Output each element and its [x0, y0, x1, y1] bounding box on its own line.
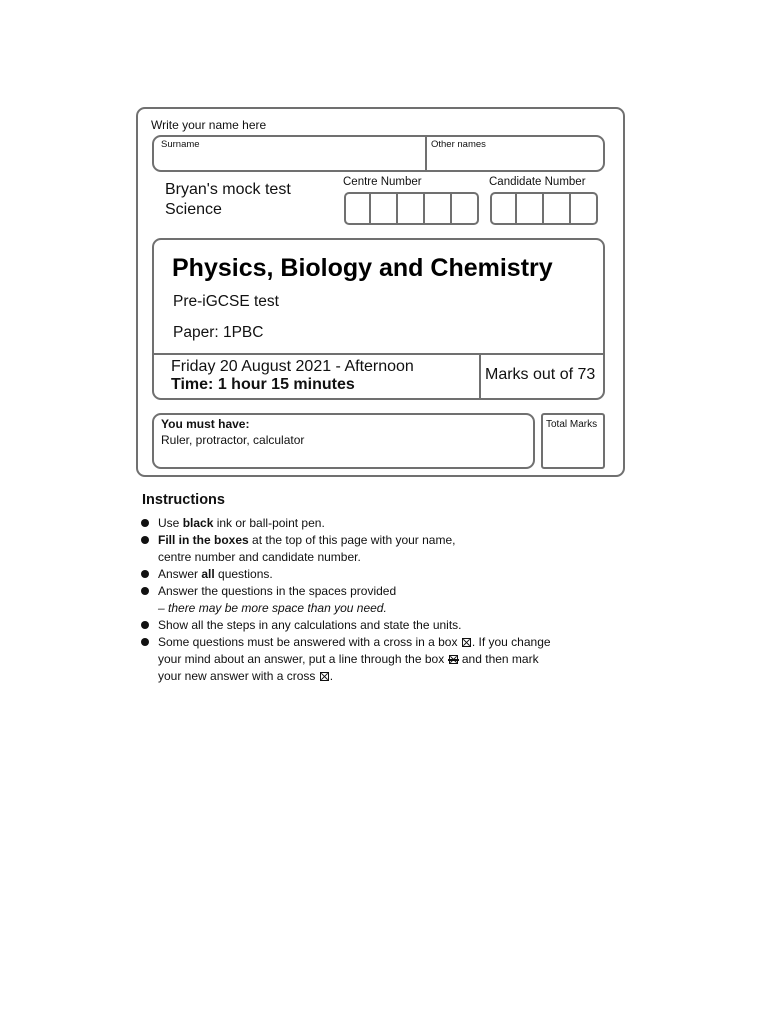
instruction-item: Fill in the boxes at the top of this page with your name, centre number and candidate number. [140, 532, 600, 566]
name-field-box[interactable] [152, 135, 605, 172]
candidate-digit-box[interactable] [517, 192, 544, 225]
exam-subtitle: Pre-iGCSE test [173, 293, 279, 310]
must-have-items: Ruler, protractor, calculator [161, 433, 305, 447]
exam-duration: Time: 1 hour 15 minutes [171, 376, 355, 393]
surname-label: Surname [161, 139, 200, 150]
must-have-title: You must have: [161, 417, 250, 431]
bullet-icon [141, 638, 149, 646]
marks-total: Marks out of 73 [485, 366, 596, 383]
struck-crossed-box-icon [449, 655, 458, 664]
bullet-icon [141, 536, 149, 544]
custom-test-name: Bryan's mock test [165, 181, 291, 198]
crossed-box-icon [320, 672, 329, 681]
exam-title: Physics, Biology and Chemistry [172, 254, 553, 282]
bullet-icon [141, 519, 149, 527]
bullet-icon [141, 570, 149, 578]
write-name-heading: Write your name here [151, 118, 267, 132]
centre-digit-box[interactable] [452, 192, 479, 225]
marks-divider [479, 354, 481, 398]
instruction-item: Some questions must be answered with a cross in a box . If you change your mind about an answer, put a line through the box and then mark your new answer with a cross . [140, 634, 600, 685]
instructions-list [140, 515, 600, 685]
total-marks-label: Total Marks [546, 419, 598, 430]
candidate-digit-box[interactable] [544, 192, 571, 225]
instruction-item: Answer the questions in the spaces provided – there may be more space than you need. [140, 583, 600, 617]
bullet-icon [141, 587, 149, 595]
name-field-divider [425, 137, 427, 170]
centre-digit-box[interactable] [344, 192, 371, 225]
candidate-number-boxes [490, 192, 598, 225]
paper-code: Paper: 1PBC [173, 324, 264, 341]
instructions-heading: Instructions [142, 492, 225, 508]
crossed-box-icon [462, 638, 471, 647]
title-block-divider [154, 353, 603, 355]
centre-number-label: Centre Number [343, 176, 422, 188]
instruction-item: Answer all questions. [140, 566, 600, 583]
candidate-digit-box[interactable] [571, 192, 598, 225]
instruction-item: Show all the steps in any calculations and state the units. [140, 617, 600, 634]
centre-digit-box[interactable] [371, 192, 398, 225]
candidate-digit-box[interactable] [490, 192, 517, 225]
custom-subject: Science [165, 201, 222, 218]
instruction-item: Use black ink or ball-point pen. [140, 515, 600, 532]
other-names-label: Other names [431, 139, 486, 150]
centre-number-boxes [344, 192, 479, 225]
bullet-icon [141, 621, 149, 629]
exam-date: Friday 20 August 2021 - Afternoon [171, 358, 414, 375]
centre-digit-box[interactable] [398, 192, 425, 225]
centre-digit-box[interactable] [425, 192, 452, 225]
candidate-number-label: Candidate Number [489, 176, 586, 188]
